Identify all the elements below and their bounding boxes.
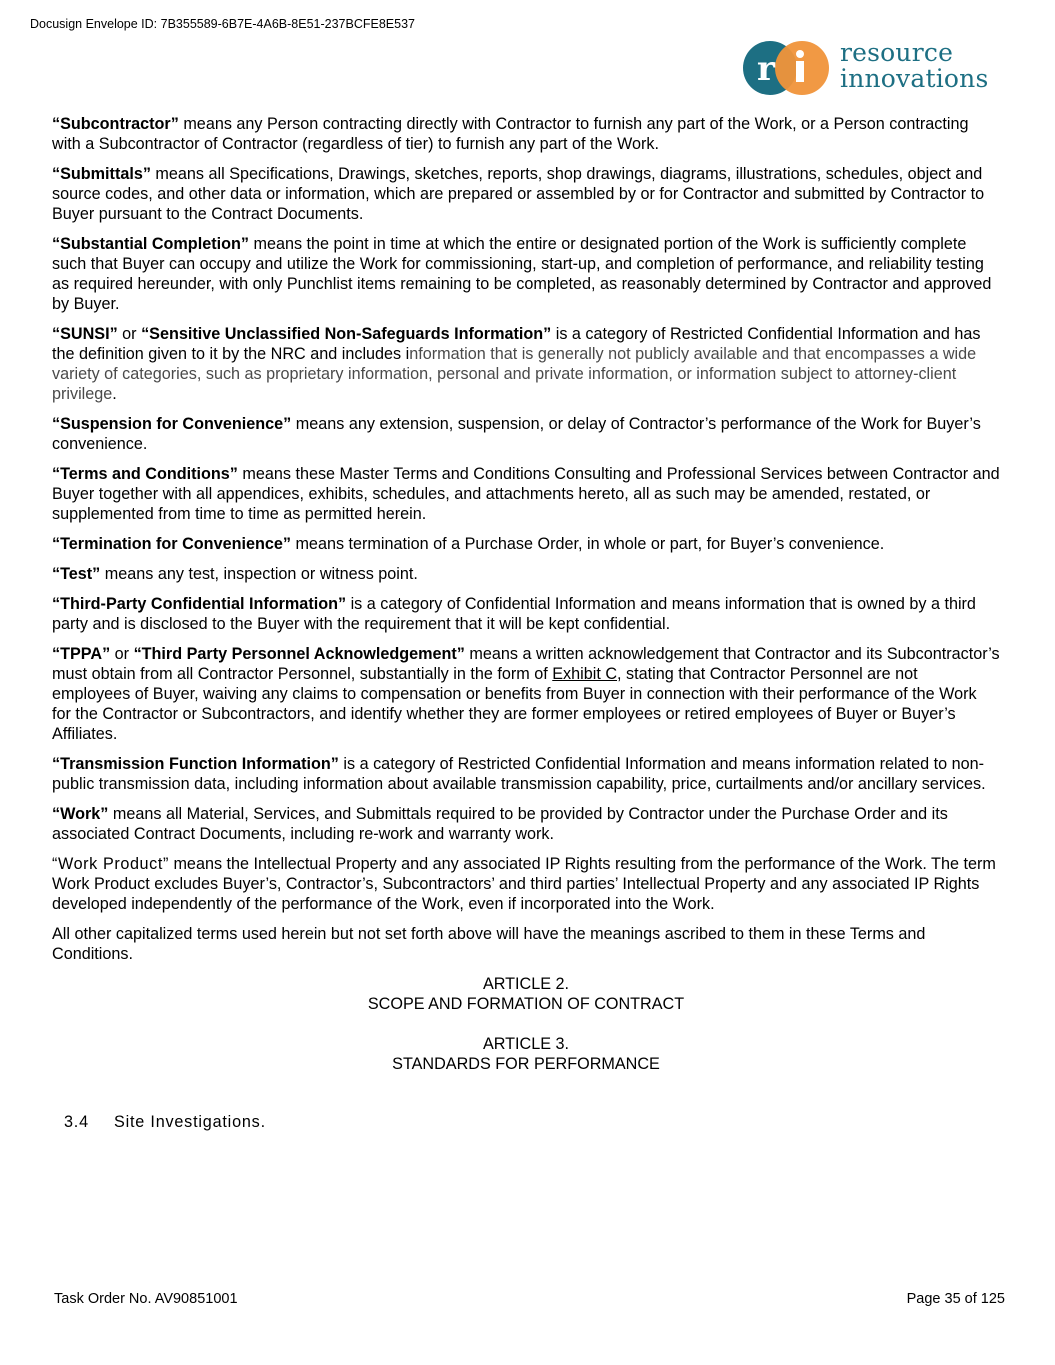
footer-task-order: Task Order No. AV90851001 xyxy=(54,1291,238,1307)
definition-submittals: “Submittals” means all Specifications, Drawings, sketches, reports, shop drawings, diagrams, illustrations, schedules, object and source codes, and other data or information, which are prepared or assembled by or for Contractor and submitted by Contractor to Buyer pursuant to the Contract Documents. xyxy=(52,165,985,223)
definition-sunsi: “SUNSI” or “Sensitive Unclassified Non-Safeguards Information” is a category of Restricted Confidential Information and has the definition given to it by the NRC and includes information that is generally not publicly available and that encompasses a wide variety of categories, such as proprietary information, personal and private information, or information subject to attorney-client privilege. xyxy=(52,325,981,403)
definition-suspension: “Suspension for Convenience” means any extension, suspension, or delay of Contractor’s performance of the Work for Buyer’s convenience. xyxy=(52,415,981,453)
document-body xyxy=(52,114,1000,1094)
section-number: 3.4 xyxy=(64,1113,89,1131)
definition-substantial-completion: “Substantial Completion” means the point in time at which the entire or designated portion of the Work is sufficiently complete such that Buyer can occupy and utilize the Work for commissioning, start-up, and completion of performance, and reliability testing as required hereunder, with only Punchlist items remaining to be completed, as reasonably determined by Contractor and approved by Buyer. xyxy=(52,235,992,313)
footer-page-number: Page 35 of 125 xyxy=(906,1291,1005,1307)
definition-tppa: “TPPA” or “Third Party Personnel Acknowledgement” means a written acknowledgement that Contractor and its Subcontractor’s must obtain from all Contractor Personnel, substantially in the form of Exhibit C, stating that Contractor Personnel are not employees of Buyer, waiving any claims to compensation or benefits from Buyer in connection with their performance of the Work for the Contractor or Subcontractors, and identify whether they are former employees or retired employees of Buyer or Buyer’s Affiliates. xyxy=(52,645,1000,743)
definition-test: “Test” means any test, inspection or witness point. xyxy=(52,565,418,583)
article-3-heading: ARTICLE 3. STANDARDS FOR PERFORMANCE xyxy=(392,1035,660,1073)
ri-logo-icon xyxy=(740,40,832,96)
exhibit-c-link[interactable]: Exhibit C xyxy=(552,665,618,683)
definition-third-party: “Third-Party Confidential Information” is a category of Confidential Information and means information that is owned by a third party and is disclosed to the Buyer with the requirement that it will be kept confidential. xyxy=(52,595,976,633)
logo-text xyxy=(840,40,989,92)
logo-line-1: resource xyxy=(840,38,954,67)
svg-text:r: r xyxy=(757,49,775,89)
definition-other-terms: All other capitalized terms used herein but not set forth above will have the meanings ascribed to them in these Terms and Conditions. xyxy=(52,925,926,963)
definition-terms-and-conditions: “Terms and Conditions” means these Master Terms and Conditions Consulting and Professional Services between Contractor and Buyer together with all appendices, exhibits, schedules, and attachments hereto, all as such may be amended, restated, or supplemented from time to time as permitted herein. xyxy=(52,465,1000,523)
definition-transmission: “Transmission Function Information” is a category of Restricted Confidential Information and means information related to non-public transmission data, including information about available transmission capability, price, curtailments and/or ancillary services. xyxy=(52,755,986,793)
section-heading xyxy=(64,1113,266,1132)
article-2-heading: ARTICLE 2. SCOPE AND FORMATION OF CONTRACT xyxy=(367,975,685,1013)
envelope-id: Docusign Envelope ID: 7B355589-6B7E-4A6B-8E51-237BCFE8E537 xyxy=(30,17,415,31)
definition-work-product: “Work Product” means the Intellectual Property and any associated IP Rights resulting from the performance of the Work. The term Work Product excludes Buyer’s, Contractor’s, Subcontractors’ and third parties’ Intellectual Property and any associated IP Rights developed independently of the performance of the Work, even if incorporated into the Work. xyxy=(52,855,996,913)
definition-termination: “Termination for Convenience” means termination of a Purchase Order, in whole or part, for Buyer’s convenience. xyxy=(52,535,885,553)
section-title: Site Investigations. xyxy=(114,1113,266,1131)
definition-subcontractor: “Subcontractor” means any Person contracting directly with Contractor to furnish any part of the Work, or a Person contracting with a Subcontractor of Contractor (regardless of tier) to furnish any part of the Work. xyxy=(52,115,969,153)
logo-line-2: innovations xyxy=(840,64,989,93)
company-logo xyxy=(740,40,1020,96)
definition-work: “Work” means all Material, Services, and Submittals required to be provided by Contractor under the Purchase Order and its associated Contract Documents, including re-work and warranty work. xyxy=(52,805,948,843)
